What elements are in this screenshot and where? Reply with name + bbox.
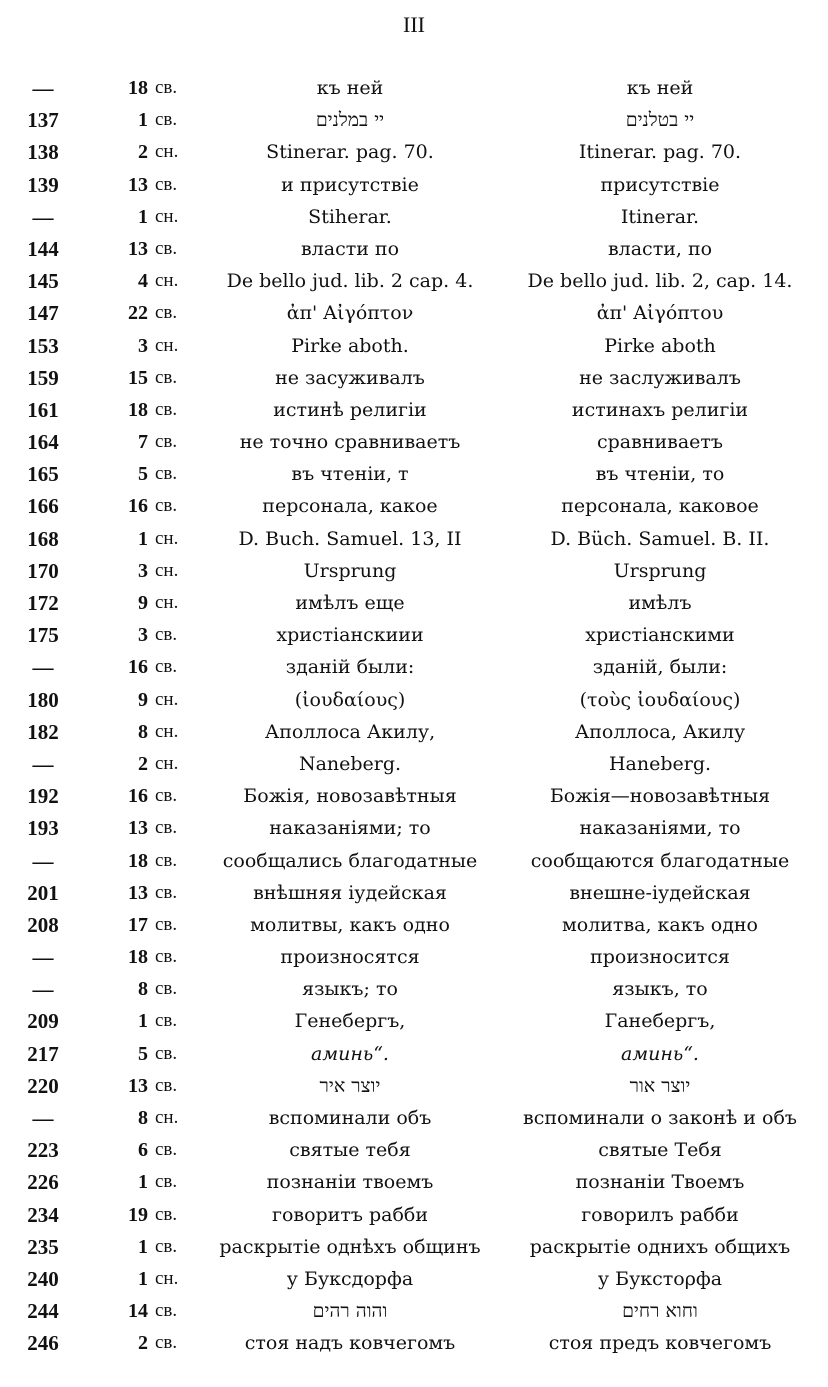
direction-cell: св. [155, 1300, 178, 1322]
correction-cell: не заслуживалъ [579, 366, 741, 389]
error-cell: персонала, какое [262, 495, 438, 518]
errata-row [0, 523, 828, 555]
page-cell: 180 [27, 687, 59, 712]
direction-cell: св. [155, 431, 178, 453]
errata-row [0, 458, 828, 490]
error-cell: власти по [300, 237, 400, 260]
page-cell: 164 [27, 430, 59, 455]
direction-cell: св. [155, 881, 178, 903]
direction-cell: св. [155, 624, 178, 646]
error-cell: внѣшняя іудейская [253, 881, 447, 904]
line-cell: 18 [128, 849, 148, 872]
line-cell: 2 [138, 1332, 148, 1355]
page-cell: 182 [27, 719, 59, 744]
page-cell: 165 [27, 462, 59, 487]
page-cell: — [32, 1106, 54, 1130]
line-cell: 18 [128, 77, 148, 99]
errata-row [0, 973, 828, 1005]
errata-row [0, 684, 828, 716]
direction-cell: сн. [155, 270, 179, 292]
line-cell: 13 [128, 881, 148, 904]
page-cell: 235 [27, 1234, 59, 1259]
line-cell: 8 [138, 1107, 148, 1129]
direction-cell: св. [155, 913, 178, 935]
errata-row [0, 426, 828, 458]
error-cell: Аполлоса Акилу, [264, 720, 436, 743]
line-cell: 1 [138, 1235, 148, 1258]
error-cell: Stiherar. [308, 205, 392, 228]
correction-cell: Ганебергъ, [604, 1010, 716, 1033]
line-cell: 13 [128, 173, 148, 196]
errata-row [0, 877, 828, 909]
errata-row [0, 169, 828, 201]
error-cell: יי במלנים [315, 109, 385, 132]
direction-cell: св. [155, 398, 178, 420]
errata-row [0, 909, 828, 941]
line-cell: 8 [138, 720, 148, 743]
line-cell: 9 [138, 592, 148, 614]
errata-row [0, 780, 828, 812]
page-cell: 175 [27, 623, 59, 648]
errata-row [0, 845, 828, 877]
correction-cell: имѣлъ [628, 592, 692, 614]
direction-cell: сн. [155, 1107, 179, 1128]
page-cell: 192 [27, 784, 59, 809]
page-number: III [403, 12, 425, 37]
line-cell: 13 [128, 817, 148, 840]
error-cell: истинѣ религіи [273, 398, 427, 421]
errata-row [0, 201, 828, 233]
line-cell: 1 [138, 527, 148, 550]
correction-cell: Itinerar. [620, 205, 700, 228]
page-cell: 153 [27, 333, 59, 358]
direction-cell: св. [155, 946, 178, 968]
direction-cell: св. [155, 77, 178, 98]
error-cell: Pirke aboth. [291, 334, 409, 357]
errata-row [0, 1166, 828, 1198]
page-cell: 246 [27, 1331, 59, 1356]
error-cell: стоя надъ ковчегомъ [244, 1332, 456, 1355]
correction-cell: сообщаются благодатные [530, 849, 790, 872]
correction-cell: познаніи Твоемъ [575, 1171, 745, 1194]
page-cell: 172 [27, 591, 59, 615]
correction-cell: въ чтеніи, то [595, 463, 725, 486]
errata-row [0, 555, 828, 587]
page-cell: — [32, 977, 54, 1002]
direction-cell: св. [155, 1332, 178, 1354]
line-cell: 1 [138, 109, 148, 132]
page-cell: — [32, 945, 54, 970]
error-cell: христіанскиии [276, 624, 424, 647]
line-cell: 2 [138, 752, 148, 775]
line-cell: 4 [138, 270, 148, 293]
direction-cell: св. [155, 173, 178, 195]
error-cell: (ἰουδαίους) [294, 688, 406, 711]
direction-cell: св. [155, 817, 178, 839]
page-cell: 144 [27, 236, 59, 261]
errata-row [0, 233, 828, 265]
error-cell: къ ней [316, 77, 384, 99]
line-cell: 8 [138, 978, 148, 1001]
direction-cell: сн. [155, 527, 179, 549]
correction-cell: Ursprung [613, 559, 707, 582]
page-cell: 240 [27, 1266, 59, 1291]
line-cell: 1 [138, 205, 148, 228]
error-cell: говоритъ рабби [271, 1203, 429, 1226]
correction-cell: къ ней [626, 77, 694, 99]
page-cell: 145 [27, 269, 59, 294]
line-cell: 9 [138, 688, 148, 711]
correction-cell: стоя предъ ковчегомъ [548, 1332, 772, 1355]
correction-cell: Haneberg. [608, 752, 712, 775]
page-cell: 244 [27, 1299, 59, 1324]
correction-cell: раскрытіе однихъ общихъ [529, 1235, 791, 1258]
correction-cell: истинахъ религіи [571, 398, 749, 421]
correction-cell: внешне-іудейская [569, 881, 751, 904]
error-cell: D. Buch. Samuel. 13, II [238, 527, 462, 550]
error-cell: языкъ; то [302, 978, 398, 1001]
page-cell: 201 [27, 880, 59, 905]
line-cell: 5 [138, 463, 148, 486]
line-cell: 16 [128, 656, 148, 679]
errata-row [0, 1005, 828, 1037]
page-cell: 147 [27, 301, 59, 326]
errata-row [0, 716, 828, 748]
correction-cell: Pirke aboth [604, 334, 716, 357]
errata-row [0, 297, 828, 329]
error-cell: въ чтеніи, т [291, 463, 409, 486]
errata-row [0, 587, 828, 619]
direction-cell: св. [155, 495, 178, 517]
direction-cell: св. [155, 1235, 178, 1257]
direction-cell: св. [155, 1171, 178, 1193]
line-cell: 14 [128, 1300, 148, 1323]
error-cell: Ursprung [303, 559, 397, 582]
error-cell: Генебергъ, [294, 1010, 406, 1033]
direction-cell: св. [155, 656, 178, 678]
direction-cell: св. [155, 366, 178, 388]
errata-row [0, 619, 828, 651]
direction-cell: св. [155, 1074, 178, 1096]
line-cell: 16 [128, 495, 148, 518]
direction-cell: сн. [155, 688, 179, 710]
page-cell: 208 [27, 912, 59, 937]
error-cell: наказаніями; то [269, 817, 431, 840]
errata-row [0, 394, 828, 426]
page-cell: 209 [27, 1009, 59, 1034]
direction-cell: сн. [155, 559, 179, 581]
error-cell: Stinerar. pag. 70. [266, 141, 434, 164]
direction-cell: сн. [155, 752, 179, 774]
line-cell: 16 [128, 785, 148, 808]
error-cell: De bello jud. lib. 2 cap. 4. [226, 270, 474, 293]
direction-cell: св. [155, 463, 178, 485]
page-cell: 220 [27, 1073, 59, 1098]
line-cell: 6 [138, 1139, 148, 1162]
errata-table [0, 72, 828, 1360]
error-cell: и присутствіе [281, 173, 419, 196]
direction-cell: сн. [155, 1267, 179, 1289]
error-cell: сообщались благодатные [222, 849, 478, 872]
correction-cell: יי בטלנים [625, 109, 695, 132]
errata-row [0, 651, 828, 683]
errata-row [0, 941, 828, 973]
line-cell: 2 [138, 141, 148, 164]
line-cell: 17 [128, 913, 148, 936]
error-cell: у Буксдорфа [286, 1267, 414, 1290]
page-cell: 166 [27, 494, 59, 519]
correction-cell: у Букстορфа [597, 1267, 723, 1290]
direction-cell: сн. [155, 141, 179, 163]
errata-row [0, 1134, 828, 1166]
line-cell: 22 [128, 302, 148, 325]
errata-row [0, 1263, 828, 1295]
page-cell: 226 [27, 1170, 59, 1195]
page-cell: — [32, 76, 54, 100]
errata-row [0, 136, 828, 168]
correction-cell: (τοὺς ἰουδαίους) [579, 688, 741, 711]
page-cell: 161 [27, 397, 59, 422]
correction-cell: языкъ, то [612, 978, 708, 1001]
direction-cell: св. [155, 1139, 178, 1161]
errata-row [0, 104, 828, 136]
line-cell: 15 [128, 366, 148, 389]
line-cell: 19 [128, 1203, 148, 1226]
page-cell: 170 [27, 558, 59, 583]
correction-cell: Itinerar. pag. 70. [578, 141, 742, 164]
error-cell: не засуживалъ [275, 366, 425, 389]
errata-row [0, 1199, 828, 1231]
correction-cell: ἀπ' Αἰγόπτου [596, 302, 724, 325]
errata-row [0, 72, 828, 104]
correction-cell: святые Тебя [598, 1139, 722, 1162]
error-cell: раскрытіе однѣхъ общинъ [219, 1235, 481, 1258]
errata-row [0, 265, 828, 297]
direction-cell: св. [155, 109, 178, 131]
error-cell: יוצר איר [319, 1074, 381, 1097]
correction-cell: власти, по [607, 237, 713, 260]
error-cell: аминь“. [311, 1042, 389, 1065]
correction-cell: יוצר אור [629, 1074, 691, 1097]
correction-cell: персонала, каковое [561, 495, 759, 518]
errata-row [0, 1070, 828, 1102]
error-cell: не точно сравниваетъ [239, 431, 461, 454]
error-cell: Божія, новозавѣтныя [243, 785, 457, 808]
line-cell: 1 [138, 1010, 148, 1033]
line-cell: 3 [138, 334, 148, 357]
correction-cell: зданій, были: [592, 656, 728, 679]
correction-cell: De bello jud. lib. 2, cap. 14. [527, 270, 793, 293]
line-cell: 7 [138, 431, 148, 454]
page-cell: 234 [27, 1202, 59, 1227]
page-cell: — [32, 204, 54, 229]
error-cell: ἀπ' Αἰγόπτον [286, 302, 414, 325]
correction-cell: наказаніями, то [579, 817, 741, 840]
direction-cell: сн. [155, 205, 179, 227]
error-cell: познаніи твоемъ [266, 1171, 434, 1194]
correction-cell: Божія—новозавѣтныя [549, 785, 771, 808]
line-cell: 13 [128, 237, 148, 260]
correction-cell: присутствіе [600, 173, 720, 196]
direction-cell: св. [155, 302, 178, 324]
errata-row [0, 748, 828, 780]
errata-row [0, 362, 828, 394]
correction-cell: произносится [590, 946, 730, 969]
direction-cell: св. [155, 237, 178, 259]
error-cell: произносятся [280, 946, 420, 969]
errata-row [0, 490, 828, 522]
page-cell: 159 [27, 365, 59, 390]
line-cell: 13 [128, 1074, 148, 1097]
line-cell: 5 [138, 1042, 148, 1065]
page-cell: 193 [27, 816, 59, 841]
page-cell: 138 [27, 140, 59, 165]
direction-cell: сн. [155, 334, 179, 356]
errata-row [0, 1231, 828, 1263]
direction-cell: св. [155, 1042, 178, 1064]
errata-row [0, 1295, 828, 1327]
line-cell: 18 [128, 946, 148, 969]
correction-cell: аминь“. [621, 1042, 699, 1065]
correction-cell: D. Büch. Samuel. B. II. [550, 527, 770, 550]
correction-cell: וחוא רחים [622, 1300, 698, 1323]
error-cell: имѣлъ еще [295, 592, 405, 614]
correction-cell: говорилъ рабби [581, 1203, 739, 1226]
direction-cell: сн. [155, 592, 179, 613]
errata-row [0, 1038, 828, 1070]
line-cell: 3 [138, 624, 148, 647]
error-cell: вспоминали объ [268, 1107, 432, 1129]
correction-cell: сравниваетъ [596, 431, 724, 454]
page-cell: 217 [27, 1041, 59, 1066]
direction-cell: св. [155, 1010, 178, 1032]
line-cell: 18 [128, 398, 148, 421]
errata-row [0, 812, 828, 844]
line-cell: 3 [138, 559, 148, 582]
correction-cell: христіанскими [585, 624, 735, 647]
page-cell: — [32, 751, 54, 776]
page-cell: 168 [27, 526, 59, 551]
direction-cell: св. [155, 785, 178, 807]
direction-cell: сн. [155, 720, 179, 742]
page-cell: 139 [27, 172, 59, 197]
direction-cell: св. [155, 1203, 178, 1225]
errata-row [0, 1102, 828, 1134]
error-cell: зданій были: [285, 656, 415, 679]
correction-cell: вспоминали о законѣ и объ [523, 1107, 797, 1129]
error-cell: והוה רהים [312, 1300, 388, 1323]
page-cell: — [32, 655, 54, 680]
line-cell: 1 [138, 1267, 148, 1290]
error-cell: молитвы, какъ одно [250, 913, 450, 936]
correction-cell: молитва, какъ одно [561, 913, 758, 936]
error-cell: святые тебя [289, 1139, 411, 1162]
page-cell: 137 [27, 108, 59, 133]
page-cell: — [32, 848, 54, 873]
error-cell: Naneberg. [298, 752, 402, 775]
correction-cell: Аполлоса, Акилу [574, 720, 746, 743]
direction-cell: св. [155, 849, 178, 871]
line-cell: 1 [138, 1171, 148, 1194]
errata-row [0, 1327, 828, 1359]
direction-cell: св. [155, 978, 178, 1000]
page-cell: 223 [27, 1138, 59, 1163]
errata-row [0, 330, 828, 362]
